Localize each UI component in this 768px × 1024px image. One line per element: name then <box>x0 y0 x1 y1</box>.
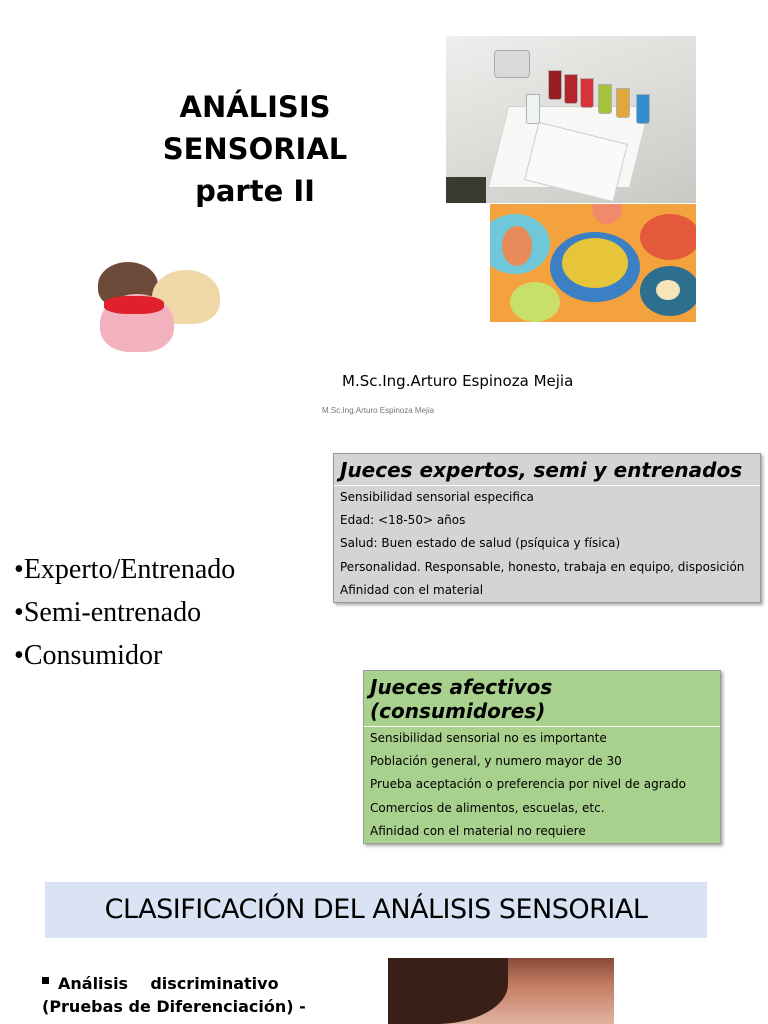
ice-cream-image <box>90 260 230 355</box>
title-line-2: SENSORIAL <box>162 132 348 166</box>
affective-line-2: Población general, y numero mayor de 30 <box>370 754 622 769</box>
expert-line-1: Sensibilidad sensorial especifica <box>340 490 534 504</box>
sensory-lab-photo <box>446 36 696 203</box>
discriminative-analysis-text: Análisis discriminativo (Pruebas de Diferenciación) - <box>42 974 306 1016</box>
author-footer: M.Sc.Ing.Arturo Espinoza Mejia <box>322 406 435 415</box>
expert-line-2: Edad: <18-50> años <box>340 513 466 528</box>
expert-judges-box <box>333 453 761 603</box>
judge-types-list <box>14 548 235 677</box>
list-item-label: Consumidor <box>23 640 163 671</box>
affective-judges-title: Jueces afectivos (consumidores) <box>364 671 720 727</box>
affective-line-5: Afinidad con el material no requiere <box>370 823 586 838</box>
expert-line-5: Afinidad con el material <box>340 582 484 597</box>
expert-judges-title: Jueces expertos, semi y entrenados <box>334 454 760 486</box>
senses-illustration <box>490 204 696 322</box>
affective-line-1: Sensibilidad sensorial no es importante <box>370 731 607 745</box>
affective-line-3: Prueba aceptación o preferencia por nivel de agrado <box>370 777 686 792</box>
list-item: •Experto/Entrenado <box>14 554 236 585</box>
list-item-label: Experto/Entrenado <box>23 554 236 585</box>
discriminative-analysis-item <box>42 972 376 1018</box>
list-item: •Consumidor <box>14 640 163 671</box>
expert-line-4: Personalidad. Responsable, honesto, trabaja en equipo, disposición <box>340 559 745 574</box>
title-line-1: ANÁLISIS <box>179 90 331 124</box>
title-line-3: parte II <box>195 174 315 208</box>
author-name: M.Sc.Ing.Arturo Espinoza Mejia <box>342 372 574 390</box>
classification-banner: CLASIFICACIÓN DEL ANÁLISIS SENSORIAL <box>45 882 707 938</box>
affective-line-4: Comercios de alimentos, escuelas, etc. <box>370 800 605 815</box>
square-bullet-icon <box>42 977 49 984</box>
list-item: •Semi-entrenado <box>14 597 202 628</box>
person-photo <box>388 958 614 1024</box>
list-item-label: Semi-entrenado <box>23 597 202 628</box>
expert-line-3: Salud: Buen estado de salud (psíquica y física) <box>340 536 621 551</box>
slide-title <box>150 86 360 212</box>
affective-judges-box <box>363 670 721 844</box>
